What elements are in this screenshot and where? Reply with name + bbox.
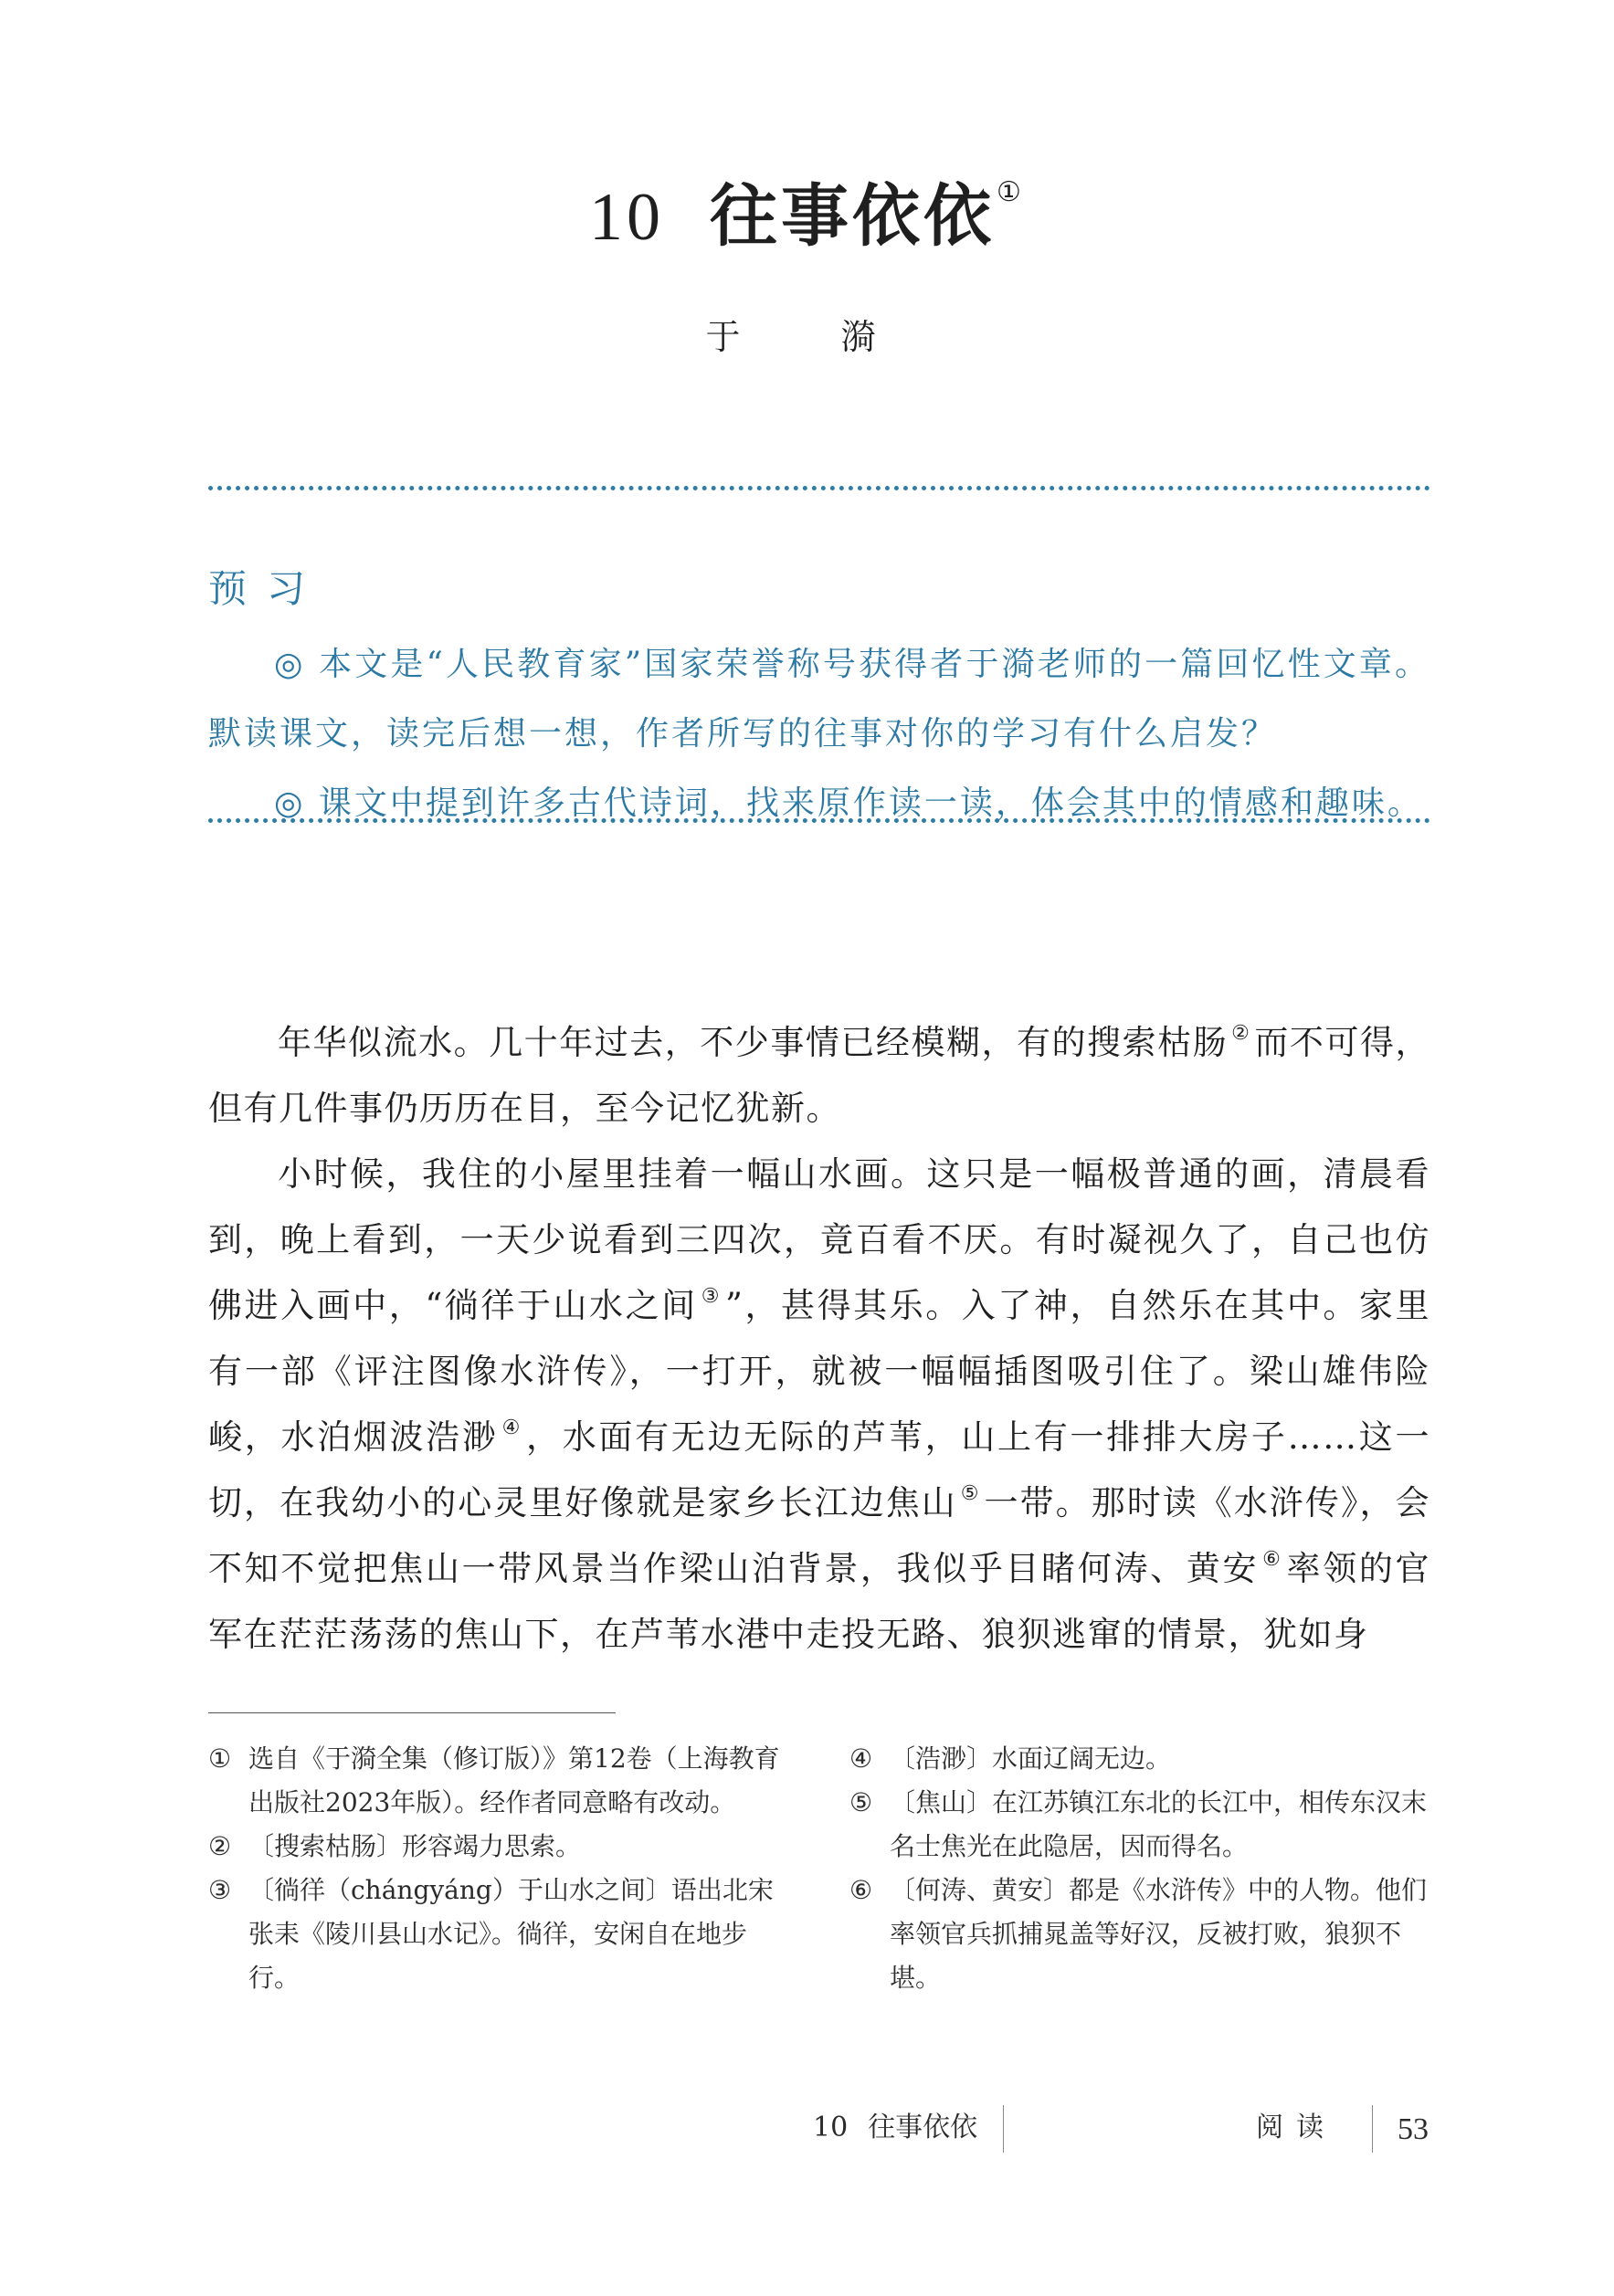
preview-item-1: ◎ 本文是“人民教育家”国家荣誉称号获得者于漪老师的一篇回忆性文章。默读课文，读完后想一想，作者所写的往事对你的学习有什么启发？	[208, 646, 1430, 753]
running-footer-chapter	[813, 2114, 977, 2142]
footnote-number: ④	[849, 1743, 873, 1774]
footer-chapter-title: 往事依依	[868, 2112, 978, 2143]
footnote-mark-2[interactable]: ②	[1231, 1022, 1251, 1045]
footnote-text: 选自《于漪全集（修订版）》第12卷（上海教育出版社2023年版）。经作者同意略有改动。	[248, 1743, 780, 1817]
footnote-number: ③	[208, 1875, 232, 1905]
text-run: 而不可得，但有几件事仍历历在目，至今记忆犹新。	[208, 1023, 1431, 1128]
footnote-text: 〔何涛、黄安〕都是《水浒传》中的人物。他们率领官兵抓捕晁盖等好汉，反被打败，狼狈不堪。	[890, 1875, 1428, 1993]
title-footnote-mark[interactable]: ①	[997, 176, 1025, 208]
footer-chapter-number: 10	[813, 2112, 849, 2143]
author: 于 漪	[705, 317, 909, 357]
text-run: 年华似流水。几十年过去，不少事情已经模糊，有的搜索枯肠	[278, 1023, 1229, 1062]
footer-section-label: 阅读	[1256, 2112, 1336, 2143]
text-run: 一带。那时读《水浒传》，会不知不觉把焦山一带风景当作梁山泊背景，我似乎目睹何涛、黄安	[208, 1483, 1430, 1588]
footnote-number: ②	[208, 1831, 232, 1861]
lesson-title-text: 往事依依	[710, 177, 996, 256]
page-number: 53	[1398, 2112, 1429, 2146]
text-run: 率领的官军在茫茫荡荡的焦山下，在芦苇水港中走投无路、狼狈逃窜的情景，犹如身	[208, 1549, 1431, 1654]
footnote-mark-5[interactable]: ⑤	[960, 1482, 981, 1505]
footnote-text: 〔浩渺〕水面辽阔无边。	[890, 1743, 1172, 1774]
paragraph-2	[208, 1142, 1430, 1668]
preview-item-2: ◎ 课文中提到许多古代诗词，找来原作读一读，体会其中的情感和趣味。	[274, 785, 1423, 822]
lesson-number: 10	[589, 180, 665, 255]
footnote-rule	[208, 1712, 616, 1713]
footnote-mark-6[interactable]: ⑥	[1262, 1548, 1283, 1571]
body-text	[208, 1010, 1430, 1668]
text-run: ”，甚得其乐。入了神，自然乐在其中。家里有一部《评注图像水浒传》，一打开，就被一幅幅插图吸引住了。梁山雄伟险峻，水泊烟波浩渺	[208, 1286, 1430, 1457]
footnotes-left-column	[208, 1737, 793, 2000]
preview-box	[208, 630, 1430, 838]
footer-separator	[1372, 2105, 1373, 2153]
footnote-mark-4[interactable]: ④	[501, 1417, 522, 1439]
footer-separator	[1003, 2105, 1004, 2153]
text-run: 小时候，我住的小屋里挂着一幅山水画。这只是一幅极普通的画，清晨看到，晚上看到，一天少说看到三四次，竟百看不厌。有时凝视久了，自己也仿佛进入画中，“徜徉于山水之间	[208, 1154, 1430, 1325]
preview-heading: 预习	[208, 566, 326, 611]
paragraph-1	[208, 1010, 1430, 1142]
footnote-text: 〔徜徉（chángyáng）于山水之间〕语出北宋张耒《陵川县山水记》。徜徉，安闲自在地步行。	[248, 1875, 774, 1993]
footnote-mark-3[interactable]: ③	[701, 1285, 722, 1308]
footnote-1	[208, 1737, 793, 1825]
footnote-number: ⑤	[849, 1787, 873, 1817]
footnote-5	[849, 1781, 1430, 1869]
footnote-4	[849, 1737, 1430, 1781]
footnote-6	[849, 1869, 1430, 2000]
preview-bottom-divider	[208, 818, 1430, 823]
text-run: ，水面有无边无际的芦苇，山上有一排排大房子……这一切，在我幼小的心灵里好像就是家乡长江边焦山	[208, 1417, 1431, 1522]
footnote-text: 〔搜索枯肠〕形容竭力思索。	[248, 1831, 582, 1861]
footnote-number: ①	[208, 1743, 232, 1774]
footnotes-right-column	[849, 1737, 1430, 2000]
preview-top-divider	[208, 486, 1430, 490]
footnote-text: 〔焦山〕在江苏镇江东北的长江中，相传东汉末名士焦光在此隐居，因而得名。	[890, 1787, 1428, 1861]
footnote-2	[208, 1825, 793, 1869]
footnote-number: ⑥	[849, 1875, 873, 1905]
footnote-3	[208, 1869, 793, 2000]
lesson-title	[0, 176, 1614, 256]
